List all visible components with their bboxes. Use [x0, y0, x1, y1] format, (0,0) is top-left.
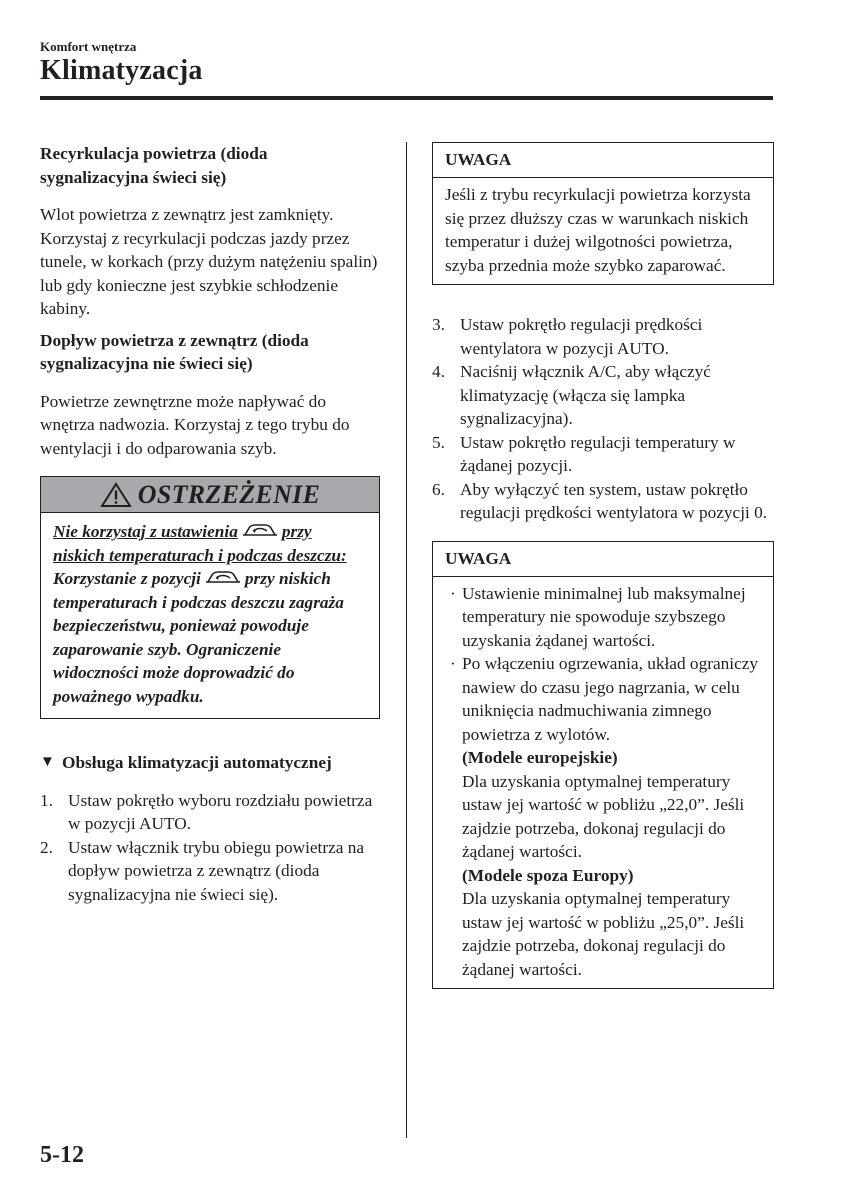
list-item: 6. Aby wyłączyć ten system, ustaw pokrętło regulacji prędkości wentylatora w pozycji 0. — [432, 479, 768, 522]
european-models-heading: (Modele europejskie) — [462, 748, 618, 767]
non-european-models-text: Dla uzyskania optymalnej temperatury ustaw jej wartość w pobliżu „25,0”. Jeśli zajdzie potrzeba, dokonaj regulacji do żądanej wartości. — [462, 889, 745, 979]
right-column — [432, 142, 774, 989]
recirculation-car-icon — [204, 569, 242, 587]
section-label: Komfort wnętrza — [40, 39, 137, 54]
steps-list-left — [40, 789, 380, 907]
note-bullets — [445, 582, 761, 982]
column-divider — [406, 142, 407, 1138]
fresh-air-text: Powietrze zewnętrzne może napływać do wnętrza nadwozia. Korzystaj z tego trybu do wentylacji i do odparowania szyb. — [40, 391, 350, 458]
list-item: · Po włączeniu ogrzewania, układ ograniczy nawiew do czasu jego nagrzania, w celu uniknięcia nadmuchiwania zimnego powietrza z wylotów. (Modele europejskie) Dla uzyskania optymalnej temperatury ustaw jej wartość w pobliżu „22,0”. Jeśli zajdzie potrzeba, dokonaj regulacji do żądanej wartości. (Modele spoza Europy) Dla uzyskania optymalnej temperatury ustaw jej wartość w pobliżu „25,0”. Jeśli zajdzie potrzeba, dokonaj regulacji do żądanej wartości. — [450, 654, 759, 979]
warning-text: Korzystanie z pozycji przy niskich temperaturach i podczas deszczu zagraża bezpieczeństwu, ponieważ powoduje zaparowanie szyb. Ograniczenie widoczności może doprowadzić do poważnego wypadku. — [53, 569, 344, 706]
steps-list-right — [432, 313, 774, 525]
list-item: 2. Ustaw włącznik trybu obiegu powietrza na dopływ powietrza z zewnątrz (dioda sygnalizacyjna nie świeci się). — [40, 837, 365, 904]
european-models-text: Dla uzyskania optymalnej temperatury ustaw jej wartość w pobliżu „22,0”. Jeśli zajdzie potrzeba, dokonaj regulacji do żądanej wartości. — [462, 771, 745, 861]
list-item: 3. Ustaw pokrętło regulacji prędkości wentylatora w pozycji AUTO. — [432, 315, 703, 358]
warning-box — [40, 476, 380, 719]
note-text: Jeśli z trybu recyrkulacji powietrza korzysta się przez dłuższy czas w warunkach niskich temperatur i dużej wilgotności powietrza, szyba przednia może szybko zaparować. — [445, 185, 751, 275]
page-title: Klimatyzacja — [40, 55, 203, 86]
warning-title: OSTRZEŻENIE — [137, 479, 321, 509]
triangle-marker-icon: ▼ — [40, 754, 55, 770]
page-number: 5-12 — [40, 1142, 84, 1168]
subsection-title: Obsługa klimatyzacji automatycznej — [62, 753, 332, 772]
title-rule — [40, 96, 773, 100]
list-item: 4. Naciśnij włącznik A/C, aby włączyć klimatyzację (włącza się lampka sygnalizacyjna). — [432, 362, 711, 428]
note-box-temperature — [432, 541, 774, 990]
list-item: 1. Ustaw pokrętło wyboru rozdziału powietrza w pozycji AUTO. — [40, 790, 373, 833]
recirculation-text: Wlot powietrza z zewnątrz jest zamknięty. Korzystaj z recyrkulacji podczas jazdy przez tunele, w korkach (przy dużym natężeniu spalin) lub gdy konieczne jest szybkie schłodzenie kabiny. — [40, 205, 378, 318]
list-item: 5. Ustaw pokrętło regulacji temperatury w żądanej pozycji. — [432, 432, 736, 475]
left-column — [40, 142, 380, 906]
non-european-models-heading: (Modele spoza Europy) — [462, 865, 634, 885]
note-box-recirculation — [432, 142, 774, 285]
fresh-air-heading: Dopływ powietrza z zewnątrz (dioda sygnalizacyjna nie świeci się) — [40, 330, 309, 373]
recirculation-heading: Recyrkulacja powietrza (dioda sygnalizacyjna świeci się) — [40, 144, 268, 187]
list-item: · Ustawienie minimalnej lub maksymalnej temperatury nie spowoduje szybszego uzyskania żądanej wartości. — [450, 583, 746, 650]
warning-lead: Nie korzystaj z ustawienia przy niskich temperaturach i podczas deszczu: — [53, 522, 347, 565]
warning-triangle-icon — [100, 482, 132, 508]
recirculation-car-icon — [241, 522, 279, 540]
note-title: UWAGA — [433, 542, 773, 577]
warning-header — [41, 477, 379, 513]
note-title: UWAGA — [433, 143, 773, 178]
subsection-heading — [40, 751, 380, 775]
warning-body — [41, 513, 379, 718]
